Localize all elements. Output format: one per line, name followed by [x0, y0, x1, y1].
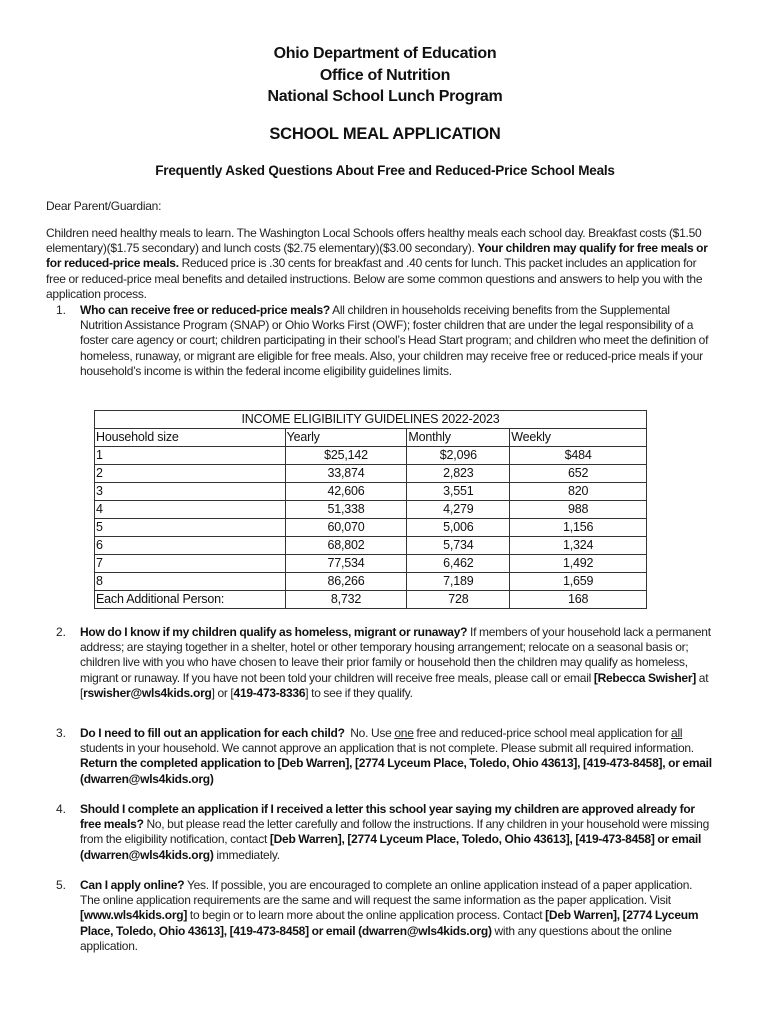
household-size-cell: Each Additional Person: [95, 591, 286, 609]
yearly-cell: 33,874 [285, 465, 407, 483]
faq-number: 1. [56, 303, 67, 317]
yearly-cell: 51,338 [285, 501, 407, 519]
faq-text: Yes. If possible, you are encouraged to complete an online application instead of a paper application. The online application requirements are the same and will request the same information as the paper application. Visit [80, 878, 693, 908]
monthly-cell: 728 [407, 591, 510, 609]
faq-question: Do I need to fill out an application for each child? [80, 726, 345, 740]
yearly-cell: 68,802 [285, 537, 407, 555]
office-name: Office of Nutrition [319, 66, 451, 84]
weekly-cell: 168 [510, 591, 647, 609]
household-size-cell: 3 [95, 483, 286, 501]
faq-text: ] to see if they qualify. [305, 685, 413, 700]
table-row-additional-person [95, 591, 647, 609]
faq-number: 4. [56, 802, 67, 816]
column-header-yearly: Yearly [285, 429, 407, 447]
weekly-cell: 1,324 [510, 537, 647, 555]
faq-question: Should I complete an application if I received a letter this school year saying my children are approved already for free meals? [80, 802, 695, 832]
table-row [95, 537, 647, 555]
faq-number: 2. [56, 625, 67, 639]
intro-paragraph [46, 226, 708, 302]
document-title: SCHOOL MEAL APPLICATION [269, 125, 501, 143]
table-row [95, 573, 647, 591]
faq-question: Who can receive free or reduced-price meals? [80, 303, 330, 317]
yearly-cell: 86,266 [285, 573, 407, 591]
faq-text: immediately. [213, 847, 280, 862]
weekly-cell: $484 [510, 447, 647, 465]
household-size-cell: 7 [95, 555, 286, 573]
faq-text: No. Use [344, 726, 395, 740]
faq-answer: All children in households receiving benefits from the Supplemental Nutrition Assistance Program (SNAP) or Ohio Works First (OWF); foster children that are under the legal responsibility of a foster care agency or court; children participating in their school’s Head Start program; and children who meet the definition of homeless, runaway, or migrant are eligible for free meals. Also, your children may receive free or reduced-price meals if your household’s income is within the federal income eligibility guidelines limits. [80, 303, 709, 378]
table-header-row [95, 429, 647, 447]
agency-header [0, 43, 770, 108]
household-size-cell: 5 [95, 519, 286, 537]
yearly-cell: 42,606 [285, 483, 407, 501]
contact-email-link[interactable]: rswisher@wls4kids.org [83, 685, 212, 700]
monthly-cell: 6,462 [407, 555, 510, 573]
underlined-one: one [394, 726, 414, 740]
income-eligibility-table [94, 410, 647, 609]
table-row [95, 483, 647, 501]
column-header-monthly: Monthly [407, 429, 510, 447]
household-size-cell: 2 [95, 465, 286, 483]
monthly-cell: 3,551 [407, 483, 510, 501]
faq-text: ] or [ [211, 685, 234, 700]
household-size-cell: 1 [95, 447, 286, 465]
faq-body [80, 303, 712, 379]
table-row [95, 555, 647, 573]
salutation: Dear Parent/Guardian: [46, 199, 162, 213]
return-instructions: Return the completed application to [Deb Warren], [2774 Lyceum Place, Toledo, Ohio 43613], [419-473-8458], or email (dwarren@wls4kids.org) [80, 756, 712, 786]
monthly-cell: 7,189 [407, 573, 510, 591]
agency-name: Ohio Department of Education [273, 45, 497, 62]
faq-text: students in your household. We cannot approve an application that is not complete. Please submit all required information. [80, 741, 694, 756]
faq-text: to begin or to learn more about the online application process. Contact [187, 908, 546, 923]
column-header-weekly: Weekly [510, 429, 647, 447]
intro-bold-text: Your children may qualify for free meals or for reduced-price meals. [46, 241, 708, 271]
table-row [95, 447, 647, 465]
faq-answer: If members of your household lack a permanent address; are staying together in a shelter, hotel or other temporary housing arrangement; relocate on a seasonal basis or; children live with you who have chosen to leave their prior family or household then the children may qualify as homeless, migrant or runaway. If you have not been told your children will receive free meals, please call or email [80, 625, 711, 685]
faq-text: with any questions about the online application. [80, 923, 672, 953]
yearly-cell: $25,142 [285, 447, 407, 465]
yearly-cell: 8,732 [285, 591, 407, 609]
faq-question: Can I apply online? [80, 878, 185, 892]
contact-info: [Deb Warren], [2774 Lyceum Place, Toledo, Ohio 43613], [419-473-8458] or email (dwarren@wls4kids.org) [80, 908, 699, 938]
weekly-cell: 1,659 [510, 573, 647, 591]
table-title: INCOME ELIGIBILITY GUIDELINES 2022-2023 [95, 411, 647, 429]
faq-body [80, 878, 712, 954]
weekly-cell: 988 [510, 501, 647, 519]
faq-text: at [ [80, 670, 709, 700]
faq-body [80, 726, 712, 787]
program-name: National School Lunch Program [267, 88, 503, 105]
intro-text-1: Children need healthy meals to learn. The Washington Local Schools offers healthy meals each school day. Breakfast costs ($1.50 elementary)($1.75 secondary) and lunch costs ($2.75 elementary)($3.00 secondary). [46, 226, 702, 256]
table-title-row [95, 411, 647, 429]
contact-name: [Rebecca Swisher] [593, 670, 697, 685]
intro-text-2: Reduced price is .30 cents for breakfast and .40 cents for lunch. This packet includes an application for free or reduced-price meal benefits and detailed instructions. Below are some common questions and answers to help you with the application process. [46, 256, 703, 301]
monthly-cell: 4,279 [407, 501, 510, 519]
weekly-cell: 1,156 [510, 519, 647, 537]
faq-text: No, but please read the letter carefully and follow the instructions. If any children in your household were missing from the eligibility notification, contact [80, 817, 710, 847]
household-size-cell: 8 [95, 573, 286, 591]
faq-text: free and reduced-price school meal application for [413, 726, 672, 740]
weekly-cell: 820 [510, 483, 647, 501]
household-size-cell: 6 [95, 537, 286, 555]
table-row [95, 519, 647, 537]
yearly-cell: 77,534 [285, 555, 407, 573]
faq-body [80, 625, 712, 701]
monthly-cell: 5,734 [407, 537, 510, 555]
weekly-cell: 1,492 [510, 555, 647, 573]
table-row [95, 465, 647, 483]
document-subtitle: Frequently Asked Questions About Free and Reduced-Price School Meals [155, 163, 615, 178]
website-link[interactable]: [www.wls4kids.org] [80, 908, 188, 923]
faq-number: 3. [56, 726, 67, 740]
table-row [95, 501, 647, 519]
yearly-cell: 60,070 [285, 519, 407, 537]
monthly-cell: $2,096 [407, 447, 510, 465]
column-header-household-size: Household size [95, 429, 286, 447]
monthly-cell: 2,823 [407, 465, 510, 483]
household-size-cell: 4 [95, 501, 286, 519]
faq-question: How do I know if my children qualify as homeless, migrant or runaway? [80, 625, 468, 639]
monthly-cell: 5,006 [407, 519, 510, 537]
underlined-all: all [671, 726, 683, 740]
contact-phone: 419-473-8336 [233, 685, 306, 700]
faq-number: 5. [56, 878, 67, 892]
contact-info: [Deb Warren], [2774 Lyceum Place, Toledo, Ohio 43613], [419-473-8458] or email (dwarren@wls4kids.org) [80, 832, 702, 862]
weekly-cell: 652 [510, 465, 647, 483]
faq-body [80, 802, 712, 863]
